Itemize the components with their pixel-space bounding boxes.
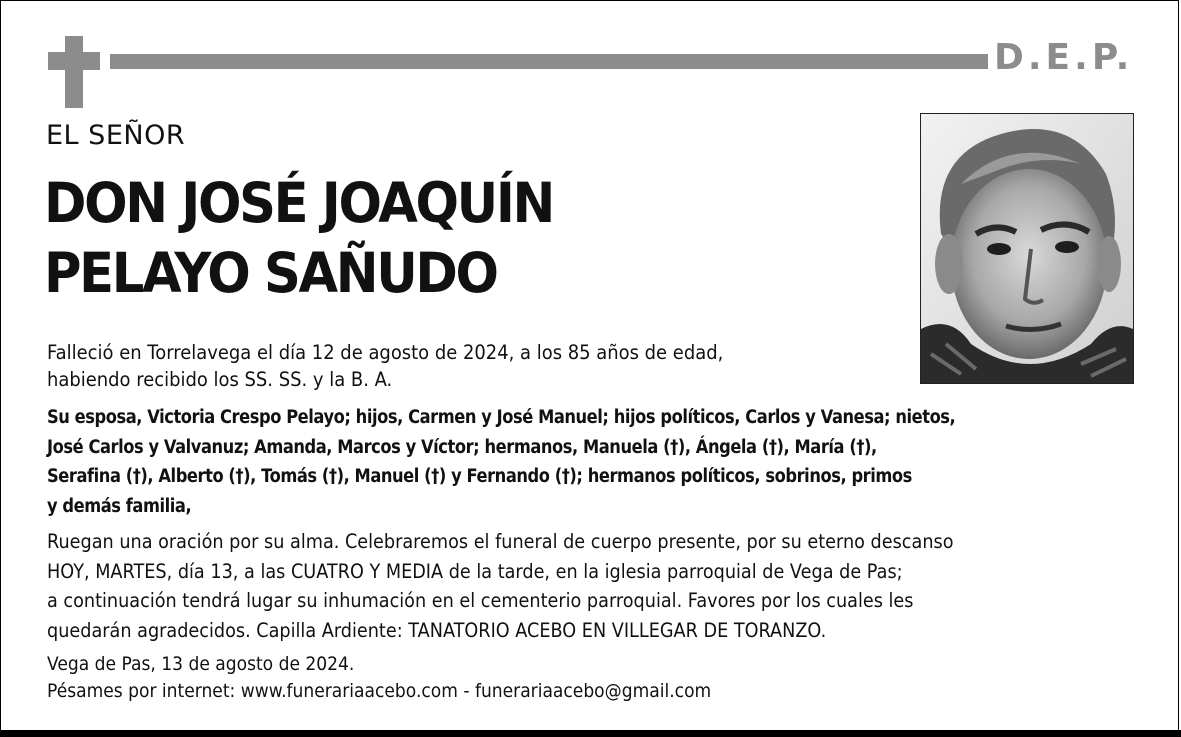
deceased-name xyxy=(44,168,553,308)
funeral-line4: quedarán agradecidos. Capilla Ardiente: TANATORIO ACEBO EN VILLEGAR DE TORANZO. xyxy=(47,618,827,642)
header-rule xyxy=(110,54,988,69)
place-date: Vega de Pas, 13 de agosto de 2024. xyxy=(47,653,355,675)
death-notice-line2: habiendo recibido los SS. SS. y la B. A. xyxy=(47,368,393,391)
condolences-contact: Pésames por internet: www.funerariaacebo.com - funerariaacebo@gmail.com xyxy=(47,680,712,702)
funeral-line3: a continuación tendrá lugar su inhumación en el cementerio parroquial. Favores por los cuales les xyxy=(47,589,914,612)
intro-label: EL SEÑOR xyxy=(46,120,186,151)
family-list xyxy=(47,403,955,521)
bottom-rule xyxy=(0,730,1181,737)
funeral-line2: HOY, MARTES, día 13, a las CUATRO Y MEDIA de la tarde, en la iglesia parroquial de Vega de Pas; xyxy=(47,559,903,583)
cross-icon-bar xyxy=(48,52,100,70)
dep-label: D.E.P. xyxy=(994,37,1134,78)
portrait-photo xyxy=(920,113,1134,384)
funeral-details xyxy=(47,527,954,645)
funeral-line1: Ruegan una oración por su alma. Celebraremos el funeral de cuerpo presente, por su eterno descanso xyxy=(47,530,954,553)
closing-block xyxy=(47,651,711,705)
cross-icon xyxy=(65,36,83,108)
death-notice-line1: Falleció en Torrelavega el día 12 de agosto de 2024, a los 85 años de edad, xyxy=(47,341,724,364)
family-line2: José Carlos y Valvanuz; Amanda, Marcos y Víctor; hermanos, Manuela (†), Ángela (†), María (†), xyxy=(47,436,877,458)
deceased-name-line1: DON JOSÉ JOAQUÍN xyxy=(44,171,554,235)
family-line4: y demás familia, xyxy=(47,495,192,517)
family-line1: Su esposa, Victoria Crespo Pelayo; hijos, Carmen y José Manuel; hijos políticos, Carlos y Vanesa; nietos, xyxy=(47,407,956,428)
family-line3: Serafina (†), Alberto (†), Tomás (†), Manuel (†) y Fernando (†); hermanos políticos, sobrinos, primos xyxy=(47,466,912,487)
death-notice xyxy=(47,339,723,393)
portrait-image xyxy=(921,114,1133,383)
deceased-name-line2: PELAYO SAÑUDO xyxy=(44,241,497,305)
